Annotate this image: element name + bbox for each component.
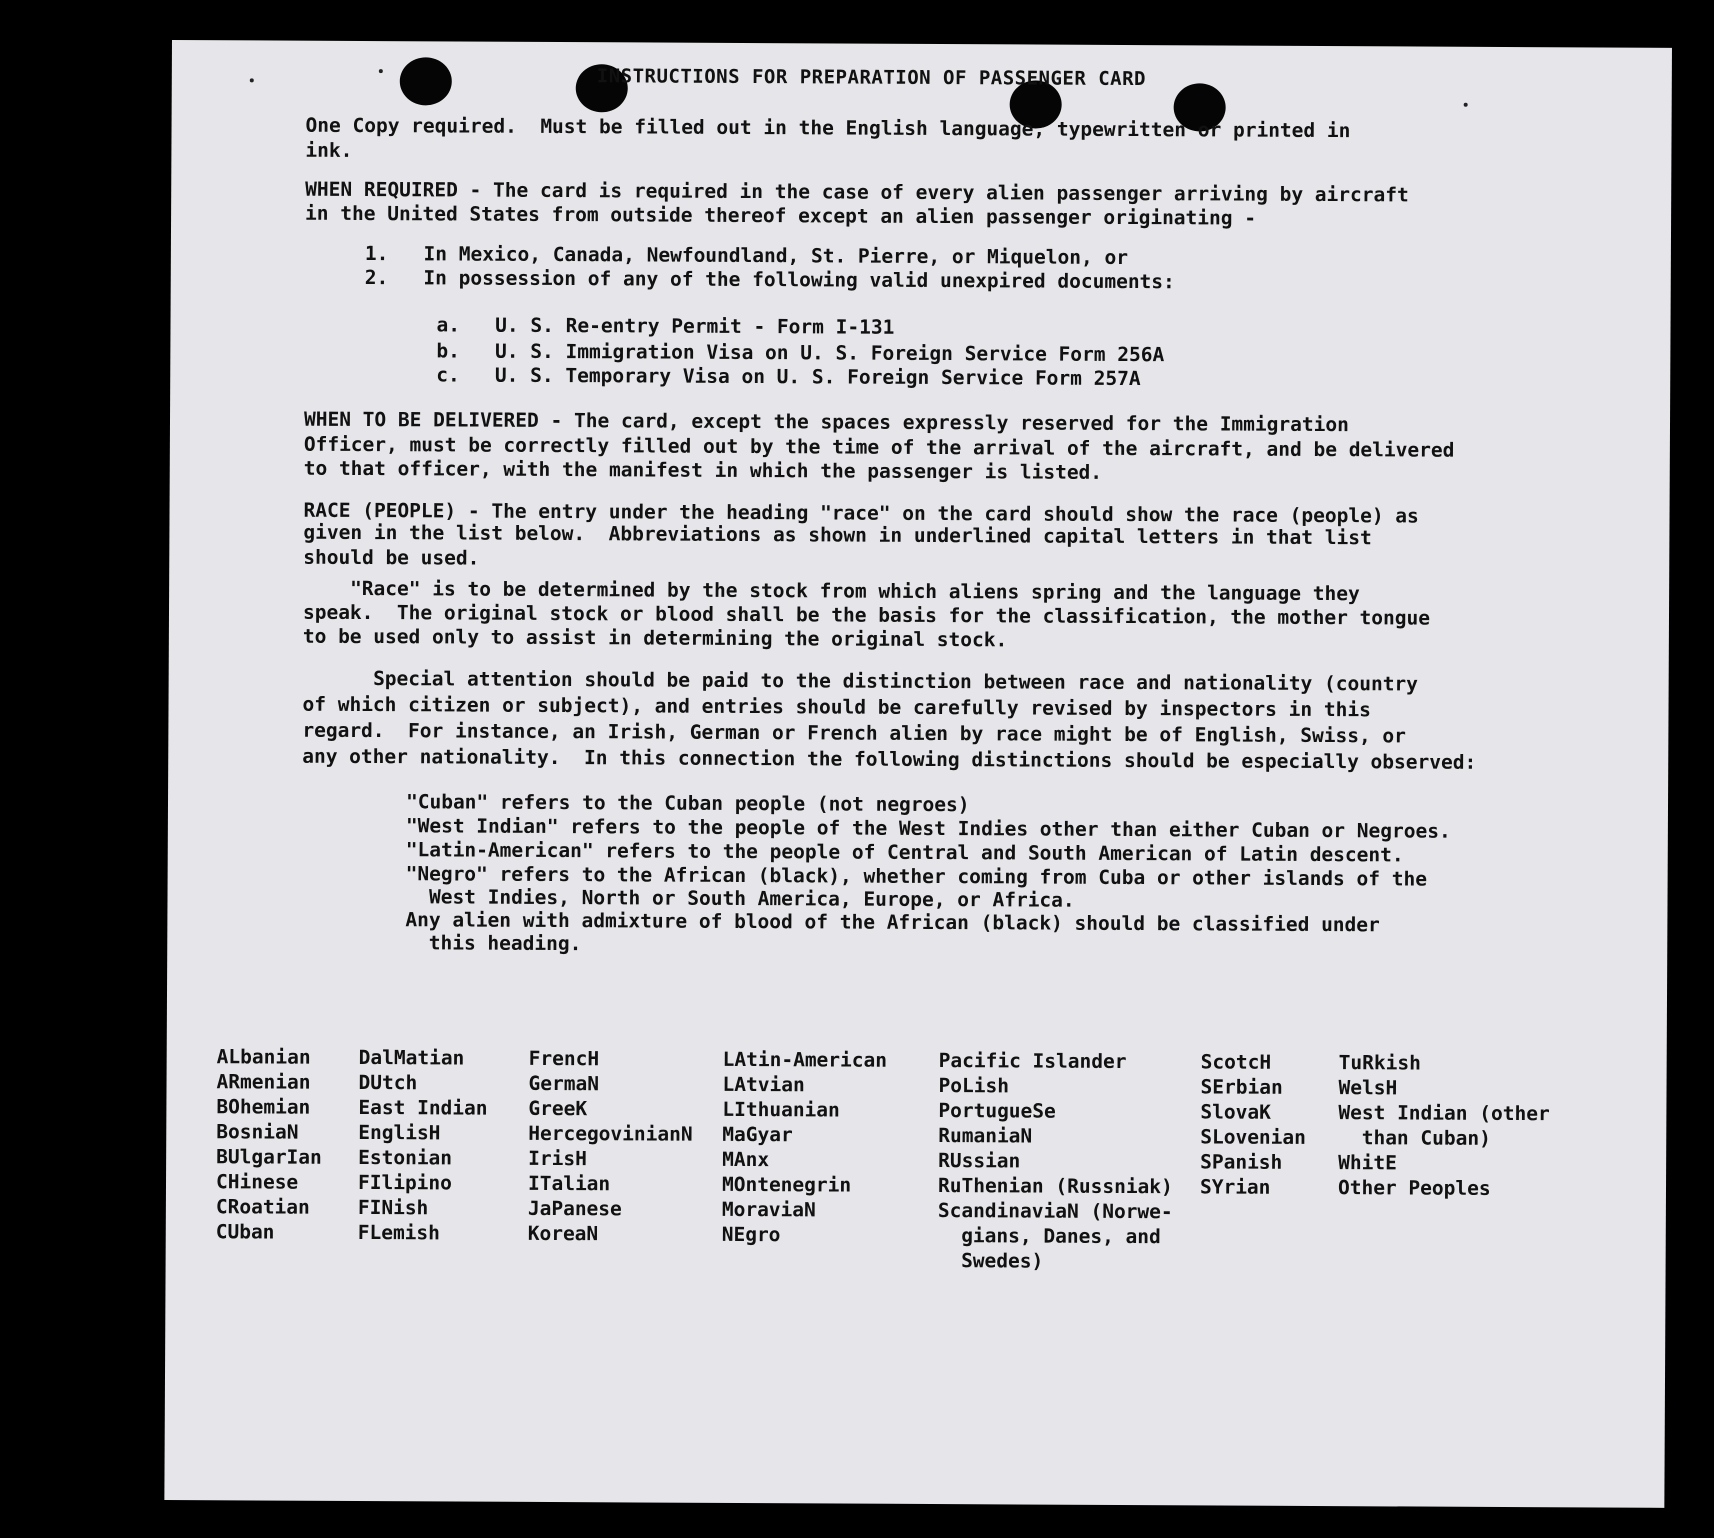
race-entry: WhitE: [1338, 1151, 1397, 1175]
document-item: a. U. S. Re-entry Permit - Form I-131: [436, 313, 895, 339]
distinction-line: West Indies, North or South America, Europe, or Africa.: [405, 885, 1075, 912]
race-entry: East Indian: [358, 1095, 488, 1120]
special-attention-line: of which citizen or subject), and entries should be carefully revised by inspectors in this: [302, 692, 1371, 722]
race-entry: ARmenian: [216, 1070, 311, 1094]
race-definition-line: speak. The original stock or blood shall be the basis for the classification, the mother tongue: [302, 600, 1431, 630]
race-entry: LAtin-American: [722, 1047, 888, 1072]
race-entry: DalMatian: [358, 1045, 465, 1070]
race-entry: ScotcH: [1200, 1050, 1272, 1074]
distinction-line: "Cuban" refers to the Cuban people (not negroes): [405, 790, 970, 817]
race-paragraph-line: given in the list below. Abbreviations as shown in underlined capital letters in that list: [303, 520, 1372, 550]
race-column: [216, 1044, 323, 1245]
race-entry: NEgro: [721, 1222, 781, 1247]
race-entry: PortugueSe: [938, 1099, 1056, 1123]
race-paragraph-line: should be used.: [303, 545, 480, 570]
race-entry: RUssian: [938, 1149, 1021, 1173]
document-page: [164, 40, 1672, 1508]
race-column: [528, 1046, 693, 1247]
copy-line: ink.: [305, 138, 353, 162]
race-entry: Pacific Islander: [938, 1049, 1127, 1074]
distinction-line: "West Indian" refers to the people of the West Indies other than either Cuban or Negroes.: [405, 814, 1451, 843]
when-required-line: WHEN REQUIRED - The card is required in the case of every alien passenger arriving by aircraft: [305, 177, 1409, 207]
race-entry: LAtvian: [722, 1072, 805, 1097]
race-entry: than Cuban): [1338, 1126, 1491, 1150]
race-entry: KoreaN: [527, 1221, 599, 1246]
race-paragraph-line: RACE (PEOPLE) - The entry under the heading "race" on the card should show the race (people) as: [303, 498, 1419, 528]
special-attention-line: Special attention should be paid to the distinction between race and nationality (country: [302, 666, 1419, 696]
race-entry: LIthuanian: [722, 1097, 840, 1122]
race-entry: JaPanese: [527, 1196, 622, 1221]
origin-item: 1. In Mexico, Canada, Newfoundland, St. Pierre, or Miquelon, or: [364, 242, 1129, 270]
race-entry: FINish: [357, 1195, 429, 1220]
race-entry: MoraviaN: [721, 1197, 816, 1222]
race-entry: ALbanian: [216, 1045, 311, 1069]
race-definition-line: "Race" is to be determined by the stock from which aliens spring and the language they: [303, 576, 1360, 606]
document-item: c. U. S. Temporary Visa on U. S. Foreign Service Form 257A: [436, 363, 1141, 391]
distinction-line: Any alien with admixture of blood of the African (black) should be classified under: [405, 908, 1380, 937]
race-entry: SYrian: [1199, 1175, 1271, 1199]
when-delivered-line: WHEN TO BE DELIVERED - The card, except the spaces expressly reserved for the Immigration: [303, 407, 1349, 437]
race-entry: MOntenegrin: [721, 1172, 852, 1197]
race-entry: FLemish: [357, 1220, 441, 1245]
race-entry: gians, Danes, and: [937, 1224, 1161, 1249]
race-entry: IrisH: [528, 1146, 587, 1171]
race-column: [358, 1045, 488, 1246]
race-definition-line: to be used only to assist in determining the original stock.: [302, 624, 1008, 652]
distinction-line: this heading.: [405, 931, 582, 956]
race-entry: GreeK: [528, 1096, 588, 1121]
race-column: [1338, 1050, 1550, 1201]
race-entry: ScandinaviaN (Norwe-: [937, 1199, 1173, 1224]
race-entry: MaGyar: [722, 1122, 793, 1147]
race-entry: PoLish: [938, 1074, 1010, 1098]
distinction-line: "Latin-American" refers to the people of Central and South American of Latin descent.: [405, 838, 1404, 867]
when-delivered-line: Officer, must be correctly filled out by the time of the arrival of the aircraft, and be delivered: [303, 432, 1455, 462]
race-entry: WelsH: [1338, 1076, 1398, 1100]
race-entry: FIlipino: [357, 1170, 453, 1195]
special-attention-line: any other nationality. In this connection the following distinctions should be especially observed:: [302, 744, 1477, 774]
race-entry: RuThenian (Russniak): [937, 1174, 1173, 1199]
race-entry: CUban: [215, 1220, 275, 1244]
race-entry: Other Peoples: [1337, 1176, 1491, 1200]
race-column: [1200, 1049, 1306, 1200]
race-entry: CHinese: [215, 1170, 299, 1194]
race-entry: GermaN: [528, 1071, 600, 1096]
race-entry: BOhemian: [216, 1095, 311, 1119]
origin-item: 2. In possession of any of the following valid unexpired documents:: [364, 266, 1175, 294]
race-entry: West Indian (other: [1338, 1101, 1550, 1126]
race-entry: Estonian: [358, 1145, 453, 1170]
race-entry: EnglisH: [358, 1120, 441, 1145]
race-entry: SPanish: [1200, 1150, 1283, 1174]
special-attention-line: regard. For instance, an Irish, German or French alien by race might be of English, Swiss, or: [302, 718, 1406, 748]
race-entry: Swedes): [937, 1249, 1044, 1273]
race-entry: FrencH: [528, 1046, 600, 1071]
race-entry: ITalian: [527, 1171, 611, 1196]
document-title: INSTRUCTIONS FOR PREPARATION OF PASSENGER CARD: [596, 65, 1147, 91]
race-column: [938, 1048, 1174, 1274]
race-entry: SlovaK: [1200, 1100, 1271, 1124]
race-entry: HercegovinianN: [528, 1121, 693, 1146]
when-delivered-line: to that officer, with the manifest in which the passenger is listed.: [303, 456, 1103, 484]
race-entry: DUtch: [358, 1070, 418, 1095]
race-entry: SErbian: [1200, 1075, 1283, 1099]
race-column: [722, 1047, 887, 1248]
race-entry: CRoatian: [215, 1195, 310, 1219]
race-entry: BosniaN: [216, 1120, 299, 1144]
race-list: [216, 1044, 1657, 1272]
race-entry: SLovenian: [1200, 1125, 1307, 1149]
document-item: b. U. S. Immigration Visa on U. S. Foreign Service Form 256A: [436, 339, 1165, 367]
when-required-line: in the United States from outside thereof except an alien passenger originating -: [305, 201, 1257, 230]
race-entry: TuRkish: [1338, 1051, 1421, 1075]
distinction-line: "Negro" refers to the African (black), whether coming from Cuba or other islands of the: [405, 862, 1428, 891]
race-entry: RumaniaN: [938, 1124, 1033, 1148]
copy-line: One Copy required. Must be filled out in the English language, typewritten or printed in: [305, 113, 1351, 143]
document-text: [164, 40, 1672, 1508]
race-entry: BUlgarIan: [216, 1145, 322, 1169]
race-entry: MAnx: [722, 1147, 770, 1172]
